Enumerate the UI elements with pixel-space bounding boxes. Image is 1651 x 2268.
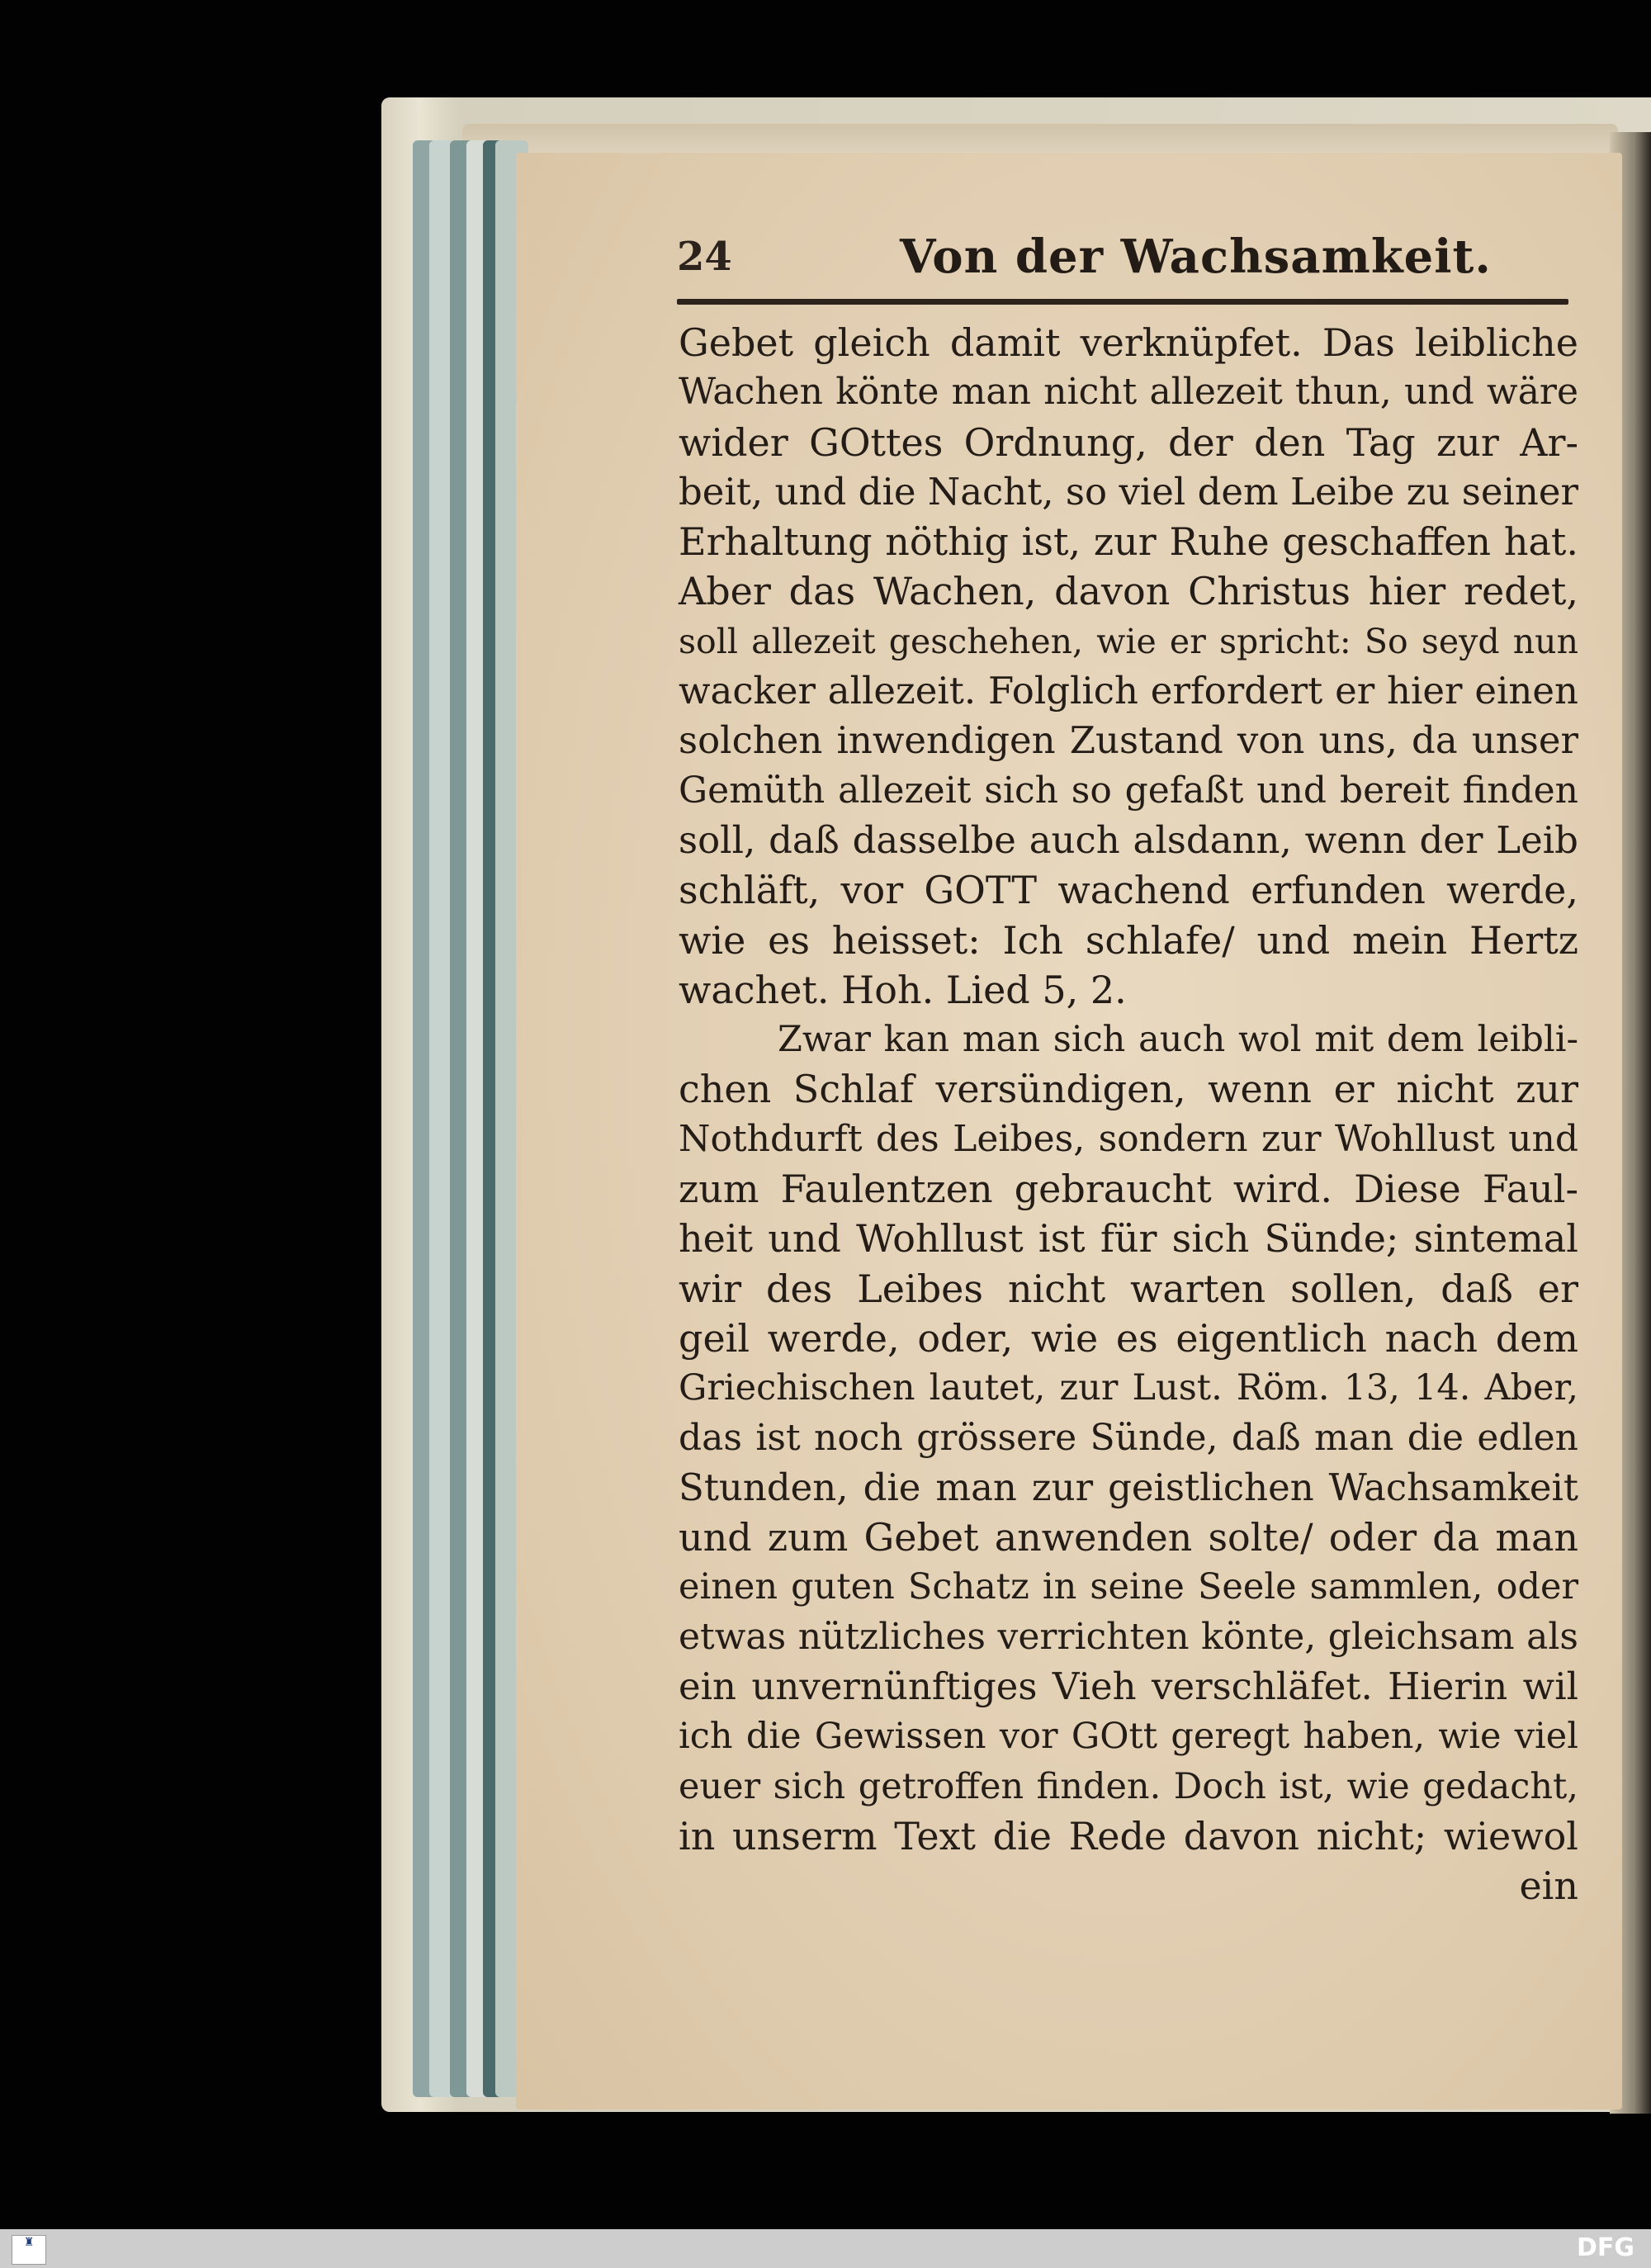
catchword: ein bbox=[1519, 1863, 1578, 1909]
text-line: beit, und die Nacht, so viel dem Leibe zu seiner bbox=[679, 469, 1578, 514]
header-rule bbox=[677, 299, 1568, 305]
text-line: wie es heisset: Ich schlafe/ und mein Hertz bbox=[679, 917, 1578, 963]
text-line: Zwar kan man sich auch wol mit dem leibli- bbox=[778, 1019, 1578, 1061]
text-line: Gebet gleich damit verknüpfet. Das leibliche bbox=[679, 320, 1578, 365]
text-line: Aber das Wachen, davon Christus hier redet, bbox=[679, 569, 1578, 614]
text-line: wacker allezeit. Folglich erfordert er hier einen bbox=[679, 669, 1578, 713]
text-line: ein unvernünftiges Vieh verschläfet. Hierin wil bbox=[679, 1664, 1578, 1709]
text-line: soll, daß dasselbe auch alsdann, wenn der Leib bbox=[679, 817, 1578, 862]
text-line: solchen inwendigen Zustand von uns, da unser bbox=[679, 718, 1578, 763]
text-line: Gemüth allezeit sich so gefaßt und bereit finden bbox=[679, 769, 1578, 812]
text-line: Stunden, die man zur geistlichen Wachsamkeit bbox=[679, 1465, 1578, 1509]
text-line: soll allezeit geschehen, wie er spricht: So seyd nun bbox=[679, 621, 1578, 661]
text-line: euer sich getroffen finden. Doch ist, wie gedacht, bbox=[679, 1765, 1578, 1807]
text-line: das ist noch grössere Sünde, daß man die edlen bbox=[679, 1416, 1578, 1459]
text-line: wachet. Hoh. Lied 5, 2. bbox=[679, 967, 1127, 1012]
running-title: Von der Wachsamkeit. bbox=[900, 230, 1492, 284]
page-number: 24 bbox=[677, 234, 732, 280]
text-line: geil werde, oder, wie es eigentlich nach dem bbox=[679, 1315, 1578, 1361]
viewer-footer-bar bbox=[0, 2229, 1651, 2268]
text-line: schläft, vor GOTT wachend erfunden werde, bbox=[679, 868, 1578, 913]
library-logo-icon: ♜ bbox=[12, 2235, 46, 2265]
body-text bbox=[679, 318, 1578, 1911]
text-line: einen guten Schatz in seine Seele sammlen, oder bbox=[679, 1566, 1578, 1608]
text-line: chen Schlaf versündigen, wenn er nicht zur bbox=[679, 1067, 1578, 1112]
text-line: zum Faulentzen gebraucht wird. Diese Faul- bbox=[679, 1167, 1578, 1212]
text-line: in unserm Text die Rede davon nicht; wiewol bbox=[679, 1813, 1578, 1858]
text-line: etwas nützliches verrichten könte, gleichsam als bbox=[679, 1615, 1578, 1658]
dfg-logo: DFG bbox=[1576, 2233, 1634, 2262]
text-line: Nothdurft des Leibes, sondern zur Wohllust und bbox=[679, 1117, 1578, 1160]
text-line: wider GOttes Ordnung, der den Tag zur Ar- bbox=[679, 419, 1578, 465]
text-line: und zum Gebet anwenden solte/ oder da man bbox=[679, 1515, 1578, 1560]
text-line: Erhaltung nöthig ist, zur Ruhe geschaffen hat. bbox=[679, 519, 1578, 565]
text-line: Griechischen lautet, zur Lust. Röm. 13, 14. Aber, bbox=[679, 1367, 1578, 1409]
text-line: ich die Gewissen vor GOtt geregt haben, wie viel bbox=[679, 1716, 1578, 1758]
text-line: heit und Wohllust ist für sich Sünde; sintemal bbox=[679, 1216, 1578, 1262]
text-line: wir des Leibes nicht warten sollen, daß er bbox=[679, 1266, 1578, 1311]
text-line: Wachen könte man nicht allezeit thun, und wäre bbox=[679, 371, 1578, 414]
